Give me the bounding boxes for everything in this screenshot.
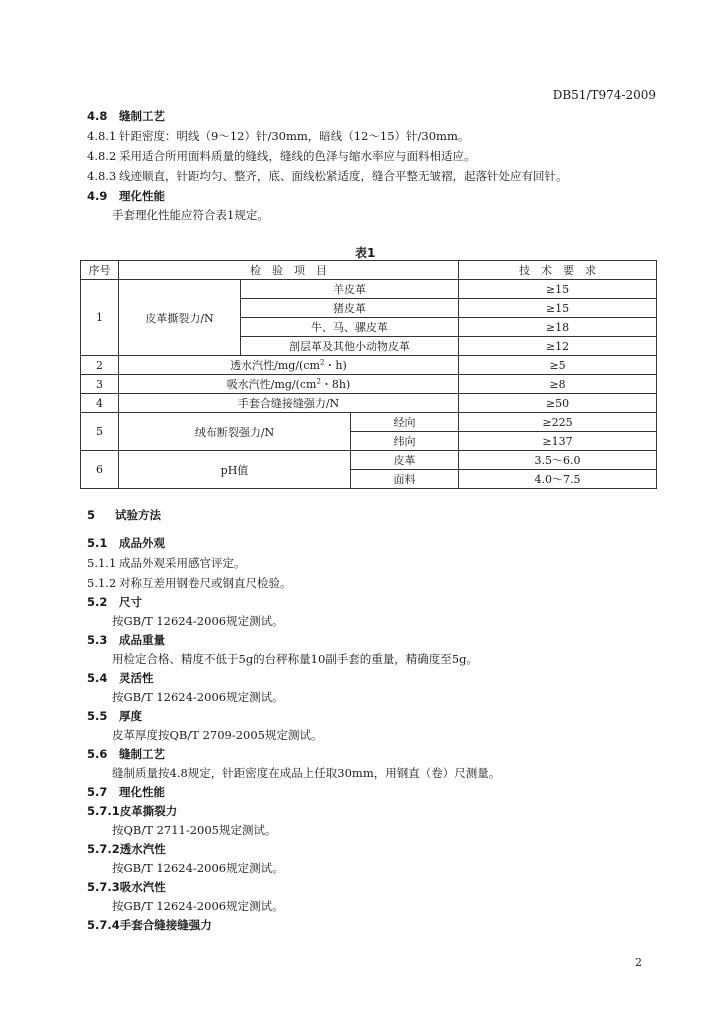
row6-sub-label: 面料 [351,470,459,489]
row5-sub-label: 纬向 [351,432,459,451]
clause-5-7-3-text: 按GB/T 12624-2006规定测试。 [112,899,284,913]
page-number: 2 [635,956,642,969]
row5-sub-value: ≥225 [459,413,657,432]
row6-sub-value: 3.5～6.0 [459,451,657,470]
heading-5: 5 试验方法 [87,508,161,522]
heading-5-4: 5.4 灵活性 [87,671,154,685]
header-req: 技 术 要 求 [459,261,657,280]
heading-5-7-3: 5.7.3吸水汽性 [87,880,166,894]
table-row [81,356,657,375]
row1-sub-value: ≥18 [459,318,657,337]
row1-sub-value: ≥15 [459,299,657,318]
clause-4-8-2: 4.8.2 采用适合所用面料质量的缝线，缝线的色泽与缩水率应与面料相适应。 [87,149,476,163]
row3-seq: 3 [81,375,119,394]
clause-5-1-2: 5.1.2 对称互差用钢卷尺或钢直尺检验。 [87,576,292,590]
table-header-row [81,261,657,280]
heading-5-6: 5.6 缝制工艺 [87,747,165,761]
heading-5-1: 5.1 成品外观 [87,536,165,550]
row2-name: 透水汽性$/mg/(cm^2$・h) [119,356,459,375]
table-row [81,413,657,432]
clause-5-4-text: 按GB/T 12624-2006规定测试。 [112,690,284,704]
row5-sub-label: 经向 [351,413,459,432]
header-seq: 序号 [81,261,119,280]
row4-name: 手套合缝接缝强力/N [119,394,459,413]
heading-5-2: 5.2 尺寸 [87,595,142,609]
heading-5-5: 5.5 厚度 [87,709,142,723]
clause-5-7-1-text: 按QB/T 2711-2005规定测试。 [112,823,277,837]
row6-name: pH值 [119,451,351,489]
heading-5-3: 5.3 成品重量 [87,633,165,647]
row4-value: ≥50 [459,394,657,413]
heading-5-7-4: 5.7.4手套合缝接缝强力 [87,918,212,932]
requirements-table [80,260,657,489]
table-caption: 表1 [355,246,376,260]
row3-name: 吸水汽性$/mg/(cm^2$・8h) [119,375,459,394]
clause-5-6-text: 缝制质量按4.8规定，针距密度在成品上任取30mm，用钢直（卷）尺测量。 [112,766,501,780]
row1-sub-label: 羊皮革 [241,280,459,299]
table-row [81,280,657,299]
row1-name: 皮革撕裂力/N [119,280,241,356]
clause-5-2-text: 按GB/T 12624-2006规定测试。 [112,614,284,628]
row1-sub-value: ≥12 [459,337,657,356]
clause-4-8-3: 4.8.3 线迹顺直，针距均匀、整齐，底、面线松紧适度，缝合平整无皱褶，起落针处应有回针。 [87,169,568,183]
row2-value: ≥5 [459,356,657,375]
clause-4-9-text: 手套理化性能应符合表1规定。 [112,208,269,222]
row1-seq: 1 [81,280,119,356]
row1-sub-label: 剖层革及其他小动物皮革 [241,337,459,356]
heading-5-7: 5.7 理化性能 [87,785,165,799]
row3-value: ≥8 [459,375,657,394]
table-row [81,394,657,413]
row5-sub-value: ≥137 [459,432,657,451]
row6-sub-value: 4.0～7.5 [459,470,657,489]
row5-seq: 5 [81,413,119,451]
header-item: 检 验 项 目 [119,261,459,280]
row6-seq: 6 [81,451,119,489]
row2-seq: 2 [81,356,119,375]
clause-5-7-2-text: 按GB/T 12624-2006规定测试。 [112,861,284,875]
row1-sub-label: 牛、马、骡皮革 [241,318,459,337]
row4-seq: 4 [81,394,119,413]
table-row [81,375,657,394]
heading-5-7-2: 5.7.2透水汽性 [87,842,166,856]
clause-5-5-text: 皮革厚度按QB/T 2709-2005规定测试。 [112,728,323,742]
table-row [81,451,657,470]
clause-5-3-text: 用检定合格、精度不低于5g的台秤称量10副手套的重量，精确度至5g。 [112,652,478,666]
row6-sub-label: 皮革 [351,451,459,470]
row5-name: 绒布断裂强力/N [119,413,351,451]
document-code: DB51/T974-2009 [552,88,656,102]
row1-sub-value: ≥15 [459,280,657,299]
heading-4-8: 4.8 缝制工艺 [87,109,165,123]
clause-5-1-1: 5.1.1 成品外观采用感官评定。 [87,556,246,570]
heading-5-7-1: 5.7.1皮革撕裂力 [87,804,178,818]
heading-4-9: 4.9 理化性能 [87,189,165,203]
row1-sub-label: 猪皮革 [241,299,459,318]
clause-4-8-1: 4.8.1 针距密度：明线（9～12）针/30mm，暗线（12～15）针/30mm。 [87,129,470,143]
